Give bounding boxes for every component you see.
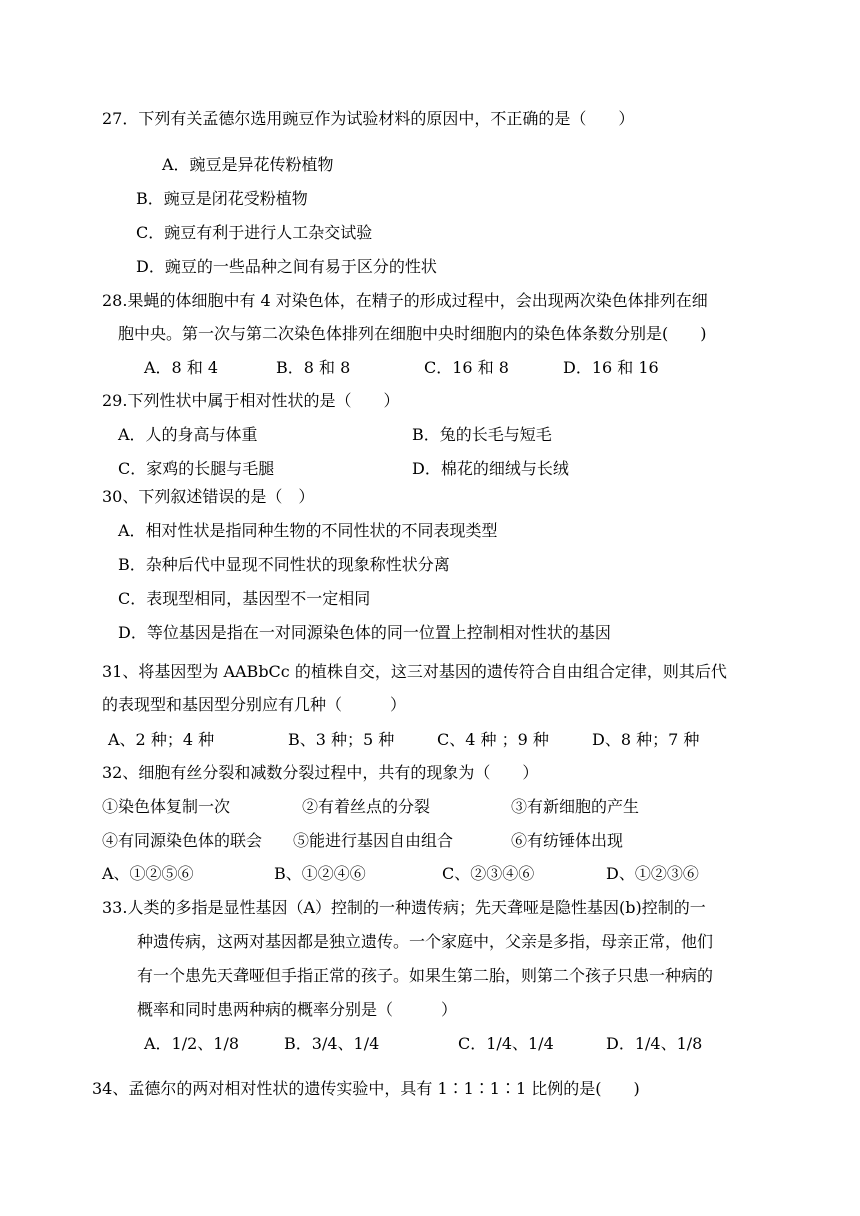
question-29-option-a: A．人的身高与体重: [118, 425, 258, 444]
question-28-stem-line-2: 胞中央。第一次与第二次染色体排列在细胞中央时细胞内的染色体条数分别是( ): [118, 324, 707, 343]
question-27-option-b: B．豌豆是闭花受粉植物: [136, 189, 308, 208]
question-34-stem: 34、孟德尔的两对相对性状的遗传实验中，具有 1∶1∶1∶1 比例的是( ): [92, 1079, 640, 1098]
question-31-option-b: B、3 种；5 种: [288, 730, 395, 749]
question-27-stem: 27．下列有关孟德尔选用豌豆作为试验材料的原因中，不正确的是（ ）: [102, 109, 635, 128]
question-27-option-a: A．豌豆是异花传粉植物: [162, 155, 334, 174]
question-33-option-d: D．1/4、1/8: [606, 1034, 703, 1053]
question-30-option-d: D．等位基因是指在一对同源染色体的同一位置上控制相对性状的基因: [118, 623, 611, 642]
question-29-stem: 29.下列性状中属于相对性状的是（ ）: [102, 391, 400, 410]
question-27-option-c: C．豌豆有利于进行人工杂交试验: [136, 223, 373, 242]
question-31-stem-line-1: 31、将基因型为 AABbCc 的植株自交，这三对基因的遗传符合自由组合定律，则其后代: [102, 662, 727, 681]
question-31-stem-line-2: 的表现型和基因型分别应有几种（ ）: [102, 695, 407, 714]
question-28-option-c: C．16 和 8: [424, 358, 509, 377]
question-30-option-b: B．杂种后代中显现不同性状的现象称性状分离: [118, 555, 450, 574]
question-33-stem-line-2: 种遗传病，这两对基因都是独立遗传。一个家庭中，父亲是多指，母亲正常，他们: [137, 932, 714, 951]
question-28-option-a: A．8 和 4: [144, 358, 219, 377]
question-32-option-d: D、①②③⑥: [606, 864, 699, 883]
question-32-item-2: ②有着丝点的分裂: [302, 797, 431, 816]
question-29-option-d: D．棉花的细绒与长绒: [412, 459, 569, 478]
question-33-stem-line-4: 概率和同时患两种病的概率分别是（ ）: [137, 1000, 458, 1019]
question-32-item-5: ⑤能进行基因自由组合: [293, 831, 454, 850]
question-30-stem: 30、下列叙述错误的是（ ）: [102, 487, 315, 506]
question-28-stem-line-1: 28.果蝇的体细胞中有 4 对染色体，在精子的形成过程中，会出现两次染色体排列在细: [102, 291, 708, 310]
question-31-option-a: A、2 种；4 种: [108, 730, 215, 749]
question-33-stem-line-1: 33.人类的多指是显性基因（A）控制的一种遗传病；先天聋哑是隐性基因(b)控制的一: [102, 898, 706, 917]
question-27-option-d: D．豌豆的一些品种之间有易于区分的性状: [136, 257, 437, 276]
question-32-stem: 32、细胞有丝分裂和减数分裂过程中，共有的现象为（ ）: [102, 763, 539, 782]
question-33-option-c: C．1/4、1/4: [458, 1034, 554, 1053]
question-32-item-6: ⑥有纺锤体出现: [511, 831, 624, 850]
question-33-option-b: B．3/4、1/4: [284, 1034, 380, 1053]
question-30-option-a: A．相对性状是指同种生物的不同性状的不同表现类型: [118, 521, 498, 540]
question-31-option-c: C、4 种 ；9 种: [437, 730, 549, 749]
question-32-item-1: ①染色体复制一次: [102, 797, 231, 816]
question-32-option-b: B、①②④⑥: [274, 864, 366, 883]
question-30-option-c: C．表现型相同，基因型不一定相同: [118, 589, 371, 608]
question-32-item-3: ③有新细胞的产生: [511, 797, 640, 816]
question-28-option-d: D．16 和 16: [563, 358, 659, 377]
question-32-option-c: C、②③④⑥: [442, 864, 535, 883]
question-32-option-a: A、①②⑤⑥: [102, 864, 194, 883]
question-33-stem-line-3: 有一个患先天聋哑但手指正常的孩子。如果生第二胎，则第二个孩子只患一种病的: [137, 966, 714, 985]
question-33-option-a: A．1/2、1/8: [144, 1034, 240, 1053]
question-29-option-b: B．兔的长毛与短毛: [412, 425, 552, 444]
question-32-item-4: ④有同源染色体的联会: [102, 831, 263, 850]
question-28-option-b: B．8 和 8: [276, 358, 351, 377]
question-29-option-c: C．家鸡的长腿与毛腿: [118, 459, 275, 478]
question-31-option-d: D、8 种；7 种: [592, 730, 700, 749]
